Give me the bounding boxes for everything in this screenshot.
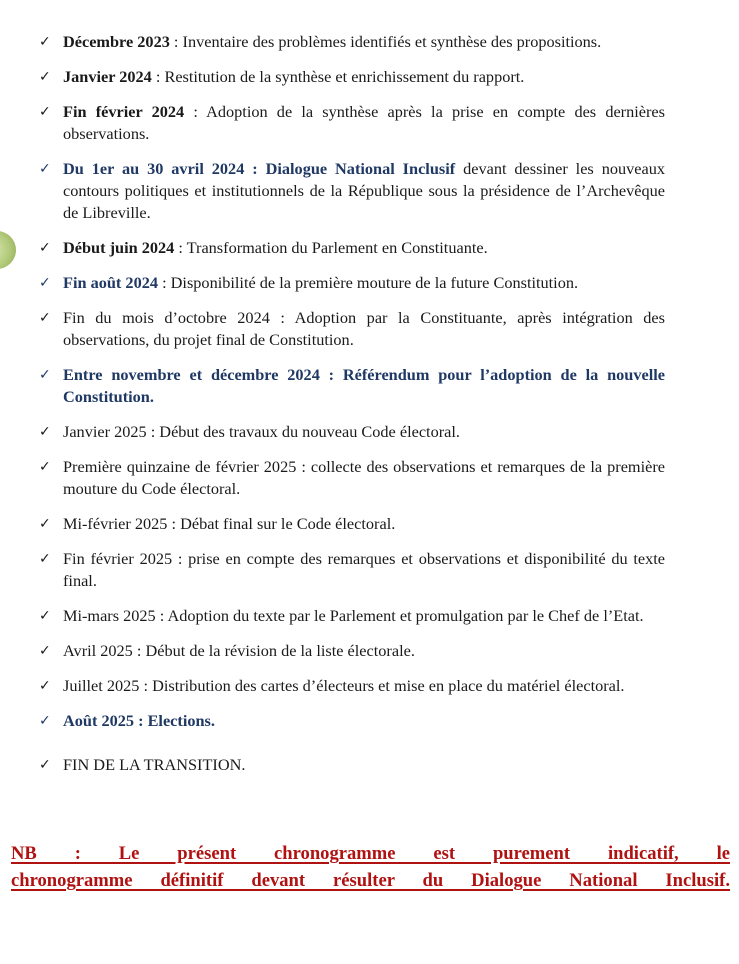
timeline-item [39, 101, 665, 145]
item-date-prefix: Du 1er au 30 avril 2024 : Dialogue National Inclusif [63, 159, 456, 178]
checkmark-icon: ✓ [39, 367, 51, 383]
item-text: devant dessiner les nouveaux contours politiques et institutionnels de la République sous la présidence de l’Archevêque de Libreville. [63, 159, 665, 222]
item-text: Mi-mars 2025 : Adoption du texte par le Parlement et promulgation par le Chef de l’Etat. [63, 606, 644, 625]
checkmark-icon: ✓ [39, 516, 51, 532]
checkmark-icon: ✓ [39, 310, 51, 326]
checkmark-icon: ✓ [39, 643, 51, 659]
item-date-prefix: Janvier 2024 [63, 67, 152, 86]
item-text: : Transformation du Parlement en Constituante. [174, 238, 488, 257]
timeline-item [39, 158, 665, 224]
item-text: : Disponibilité de la première mouture de la future Constitution. [158, 273, 579, 292]
nb-note [11, 840, 730, 894]
checkmark-icon: ✓ [39, 275, 51, 291]
timeline-list [0, 31, 739, 776]
item-text: Mi-février 2025 : Débat final sur le Code électoral. [63, 514, 396, 533]
checkmark-icon: ✓ [39, 551, 51, 567]
item-text: Avril 2025 : Début de la révision de la liste électorale. [63, 641, 415, 660]
timeline-item [39, 364, 665, 408]
timeline-item [39, 456, 665, 500]
timeline-item [39, 640, 665, 662]
timeline-item [39, 605, 665, 627]
timeline-item [39, 548, 665, 592]
nb-note-line1: NB : Le présent chronogramme est purement indicatif, le [11, 843, 730, 864]
timeline-item [39, 710, 665, 732]
checkmark-icon: ✓ [39, 69, 51, 85]
timeline-item [39, 513, 665, 535]
nb-note-line2: chronogramme définitif devant résulter du Dialogue National Inclusif. [11, 870, 730, 891]
checkmark-icon: ✓ [39, 757, 51, 773]
timeline-item [39, 66, 665, 88]
item-text: Janvier 2025 : Début des travaux du nouveau Code électoral. [63, 422, 460, 441]
checkmark-icon: ✓ [39, 424, 51, 440]
checkmark-icon: ✓ [39, 713, 51, 729]
item-date-prefix: Entre novembre et décembre 2024 : Référendum pour l’adoption de la nouvelle Constitution. [63, 365, 665, 406]
checkmark-icon: ✓ [39, 240, 51, 256]
item-date-prefix: Fin août 2024 [63, 273, 158, 292]
checkmark-icon: ✓ [39, 459, 51, 475]
timeline-item [39, 675, 665, 697]
item-text: : Restitution de la synthèse et enrichissement du rapport. [151, 67, 525, 86]
checkmark-icon: ✓ [39, 608, 51, 624]
timeline-item [39, 272, 665, 294]
checkmark-icon: ✓ [39, 161, 51, 177]
timeline-item [39, 421, 665, 443]
item-date-prefix: Début juin 2024 [63, 238, 175, 257]
item-text: Première quinzaine de février 2025 : collecte des observations et remarques de la première mouture du Code électoral. [63, 457, 665, 498]
timeline-item [39, 307, 665, 351]
item-text: Fin du mois d’octobre 2024 : Adoption par la Constituante, après intégration des observations, du projet final de Constitution. [63, 308, 665, 349]
item-text: FIN DE LA TRANSITION. [63, 755, 246, 774]
timeline-item [39, 237, 665, 259]
timeline-item [39, 754, 665, 776]
item-date-prefix: Fin février 2024 [63, 102, 185, 121]
checkmark-icon: ✓ [39, 34, 51, 50]
item-text: : Inventaire des problèmes identifiés et synthèse des propositions. [169, 32, 602, 51]
item-text: Fin février 2025 : prise en compte des remarques et observations et disponibilité du texte final. [63, 549, 665, 590]
item-text: : Adoption de la synthèse après la prise en compte des dernières observations. [63, 102, 665, 143]
item-date-prefix: Décembre 2023 [63, 32, 170, 51]
checkmark-icon: ✓ [39, 104, 51, 120]
item-text: Juillet 2025 : Distribution des cartes d’électeurs et mise en place du matériel électoral. [63, 676, 625, 695]
item-date-prefix: Août 2025 : Elections. [63, 711, 215, 730]
checkmark-icon: ✓ [39, 678, 51, 694]
timeline-item [39, 31, 665, 53]
